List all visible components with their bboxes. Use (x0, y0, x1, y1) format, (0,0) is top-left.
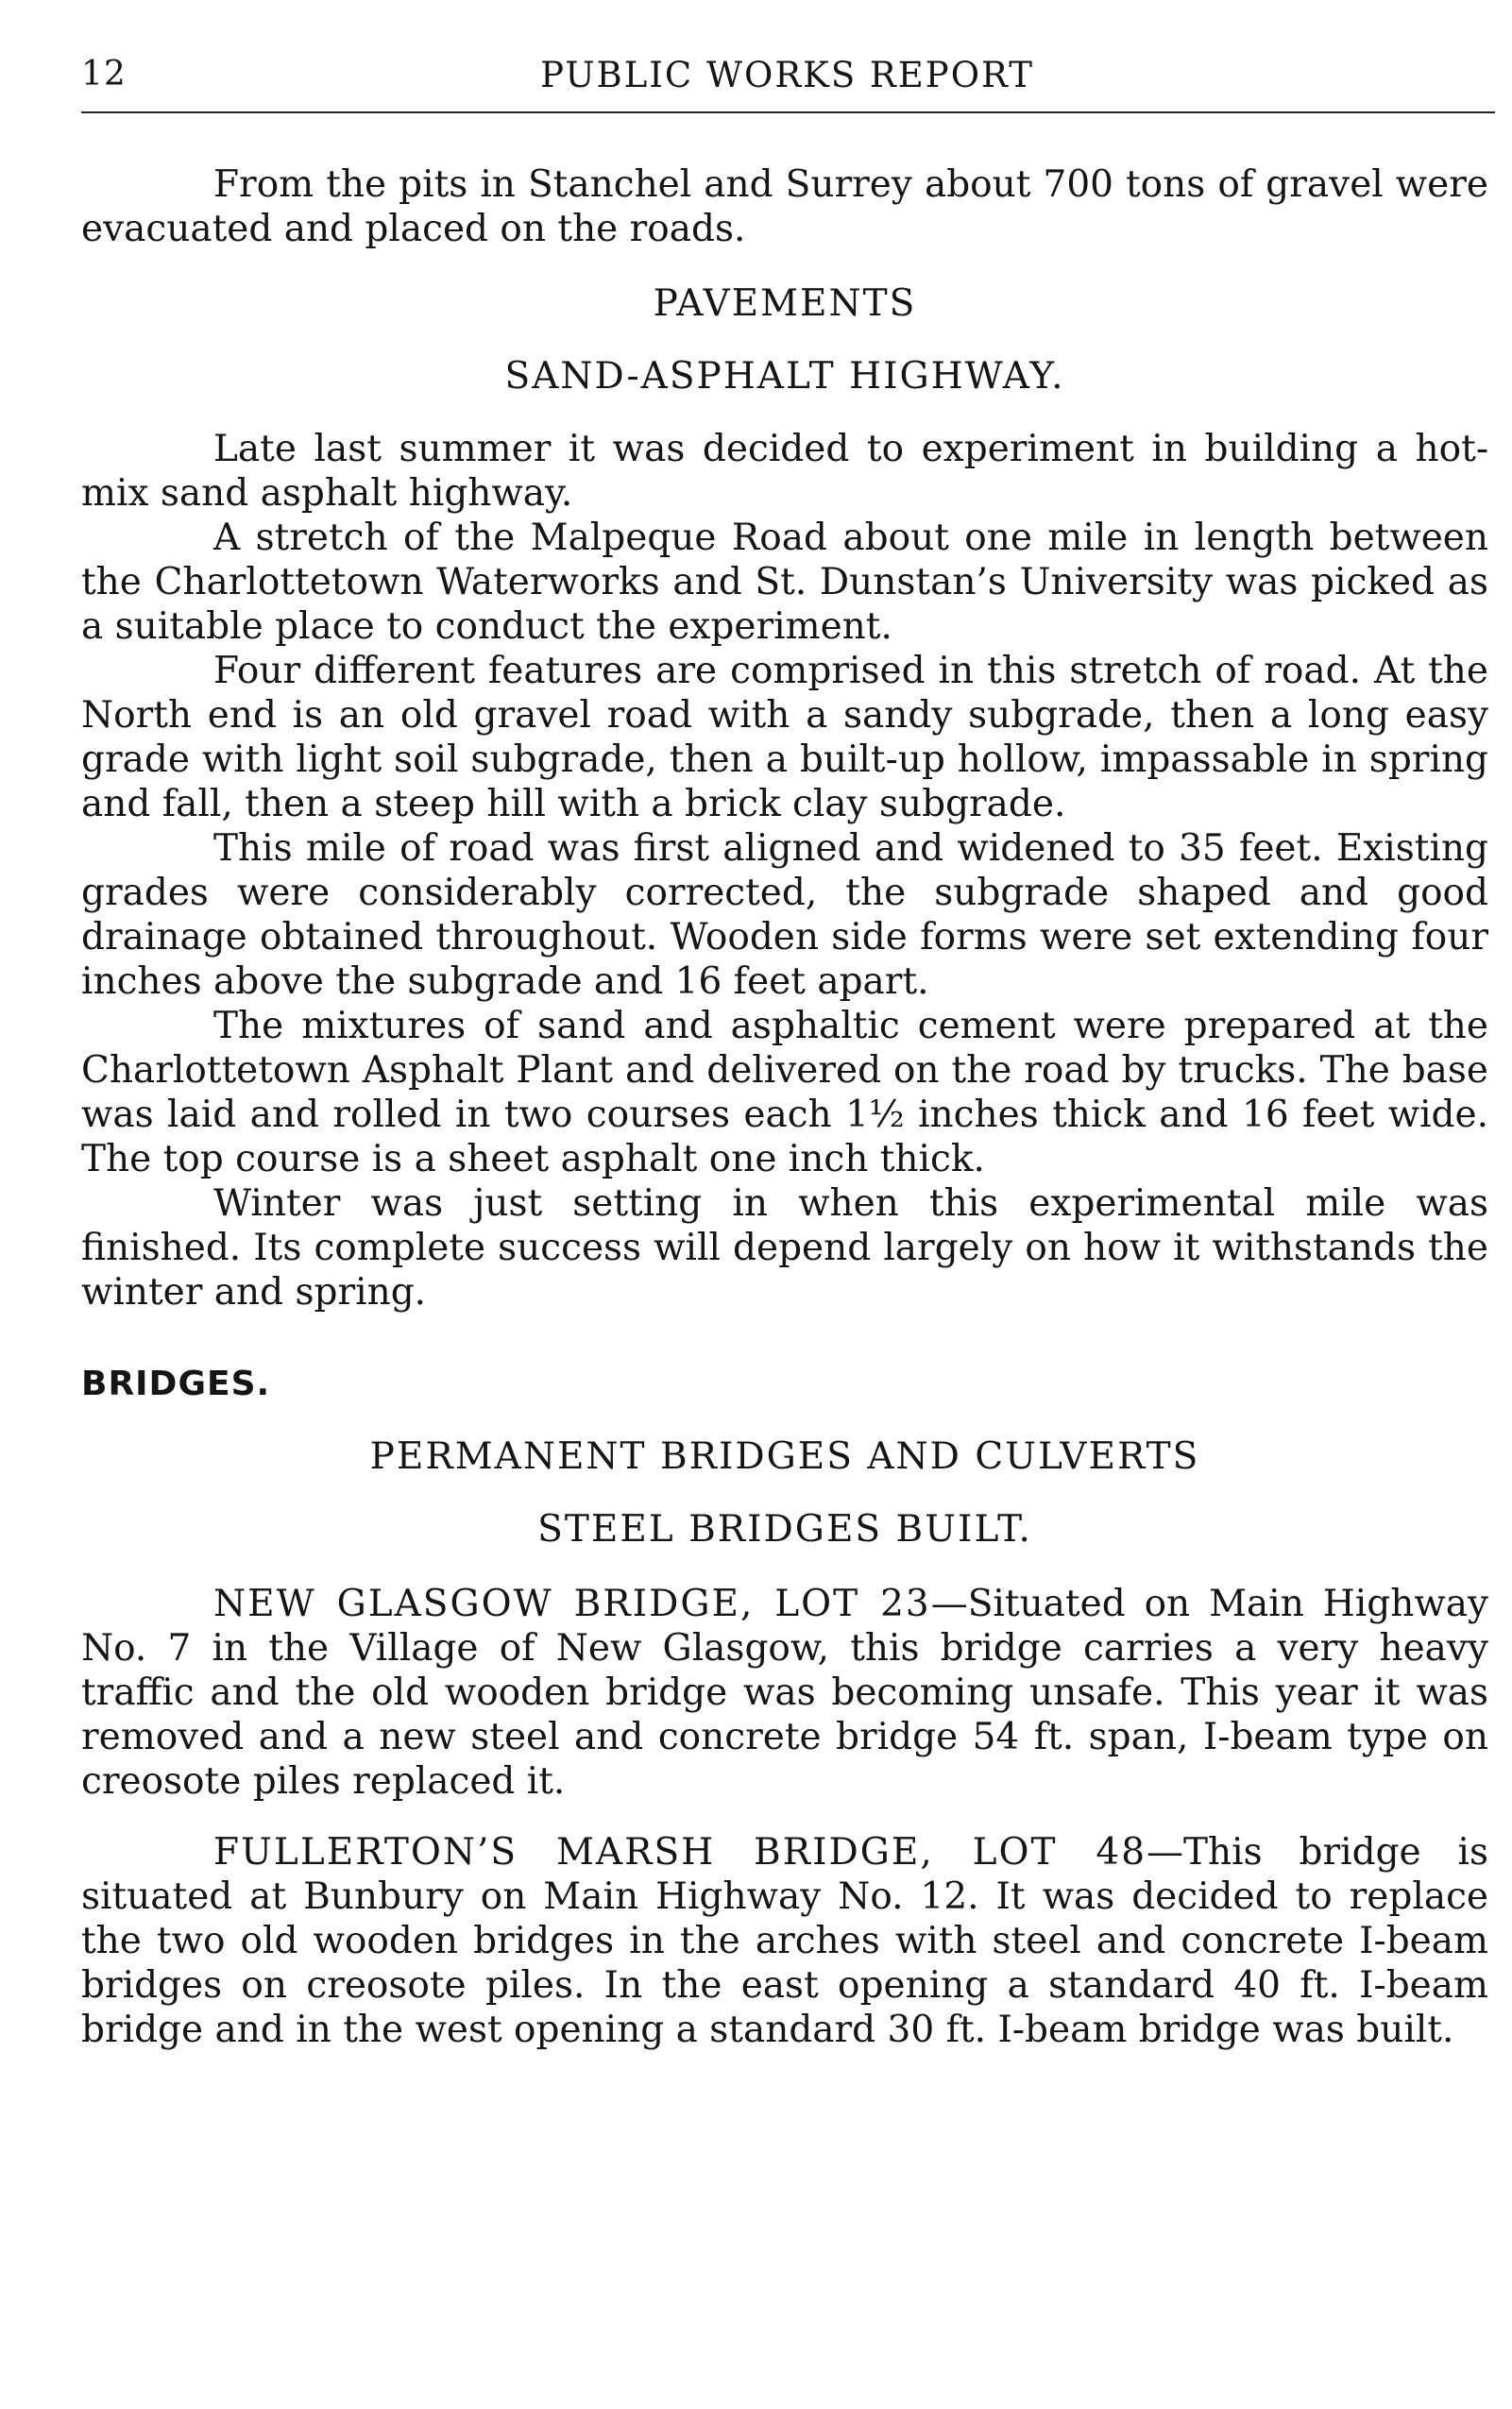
pavements-paragraph-4: This mile of road was first aligned and widened to 35 feet. Existing grades were considerably corrected, the subgrade shaped and good drainage obtained throughout. Wooden side forms were set extending four inches above the subgrade and 16 feet apart. (81, 827, 1488, 1003)
permanent-bridges-heading: PERMANENT BRIDGES AND CULVERTS (369, 1435, 1200, 1478)
fullertons-marsh-bridge-entry (81, 1830, 1488, 2052)
fullertons-marsh-bridge-text: —This bridge is situated at Bunbury on Main Highway No. 12. It was decided to replace the two old wooden bridges in the arches with steel and concrete I-beam bridges on creosote piles. In the east opening a standard 40 ft. I-beam bridge and in the west opening a standard 30 ft. I-beam bridge was built. (81, 1831, 1489, 2051)
page-number: 12 (81, 55, 127, 93)
pavements-paragraph-1: Late last summer it was decided to experiment in building a hot-mix sand asphalt highway. (81, 428, 1488, 515)
new-glasgow-bridge-text: —Situated on Main Highway No. 7 in the Village of New Glasgow, this bridge carries a very heavy traffic and the old wooden bridge was becoming unsafe. This year it was removed and a new steel and concrete bridge 54 ft. span, I-beam type on creosote piles replaced it. (81, 1583, 1488, 1803)
running-title: PUBLIC WORKS REPORT (540, 55, 1034, 95)
steel-bridges-heading: STEEL BRIDGES BUILT. (537, 1508, 1032, 1551)
new-glasgow-bridge-title: NEW GLASGOW BRIDGE, LOT 23 (213, 1583, 931, 1625)
pavements-paragraph-5: The mixtures of sand and asphaltic cement were prepared at the Charlottetown Asphalt Plant and delivered on the road by trucks. The base was laid and rolled in two courses each 1½ inches thick and 16 feet wide. The top course is a sheet asphalt one inch thick. (81, 1005, 1488, 1180)
page-content (81, 162, 1488, 2052)
intro-paragraph: From the pits in Stanchel and Surrey about 700 tons of gravel were evacuated and placed on the roads. (81, 163, 1488, 250)
pavements-paragraph-2: A stretch of the Malpeque Road about one mile in length between the Charlottetown Waterworks and St. Dunstan’s University was picked as a suitable place to conduct the experiment. (81, 517, 1488, 648)
bridges-section-heading: BRIDGES. (81, 1365, 271, 1403)
new-glasgow-bridge-entry (81, 1582, 1488, 1804)
fullertons-marsh-bridge-title: FULLERTON’S MARSH BRIDGE, LOT 48 (213, 1831, 1147, 1874)
page-header (81, 55, 1493, 111)
sand-asphalt-heading: SAND-ASPHALT HIGHWAY. (504, 355, 1065, 398)
pavements-paragraph-6: Winter was just setting in when this experimental mile was finished. Its complete success will depend largely on how it withstands the winter and spring. (81, 1182, 1488, 1314)
pavements-heading: PAVEMENTS (653, 282, 917, 325)
header-rule (81, 111, 1495, 113)
pavements-paragraph-3: Four different features are comprised in this stretch of road. At the North end is an old gravel road with a sandy subgrade, then a long easy grade with light soil subgrade, then a built-up hollow, impassable in spring and fall, then a steep hill with a brick clay subgrade. (81, 650, 1488, 825)
